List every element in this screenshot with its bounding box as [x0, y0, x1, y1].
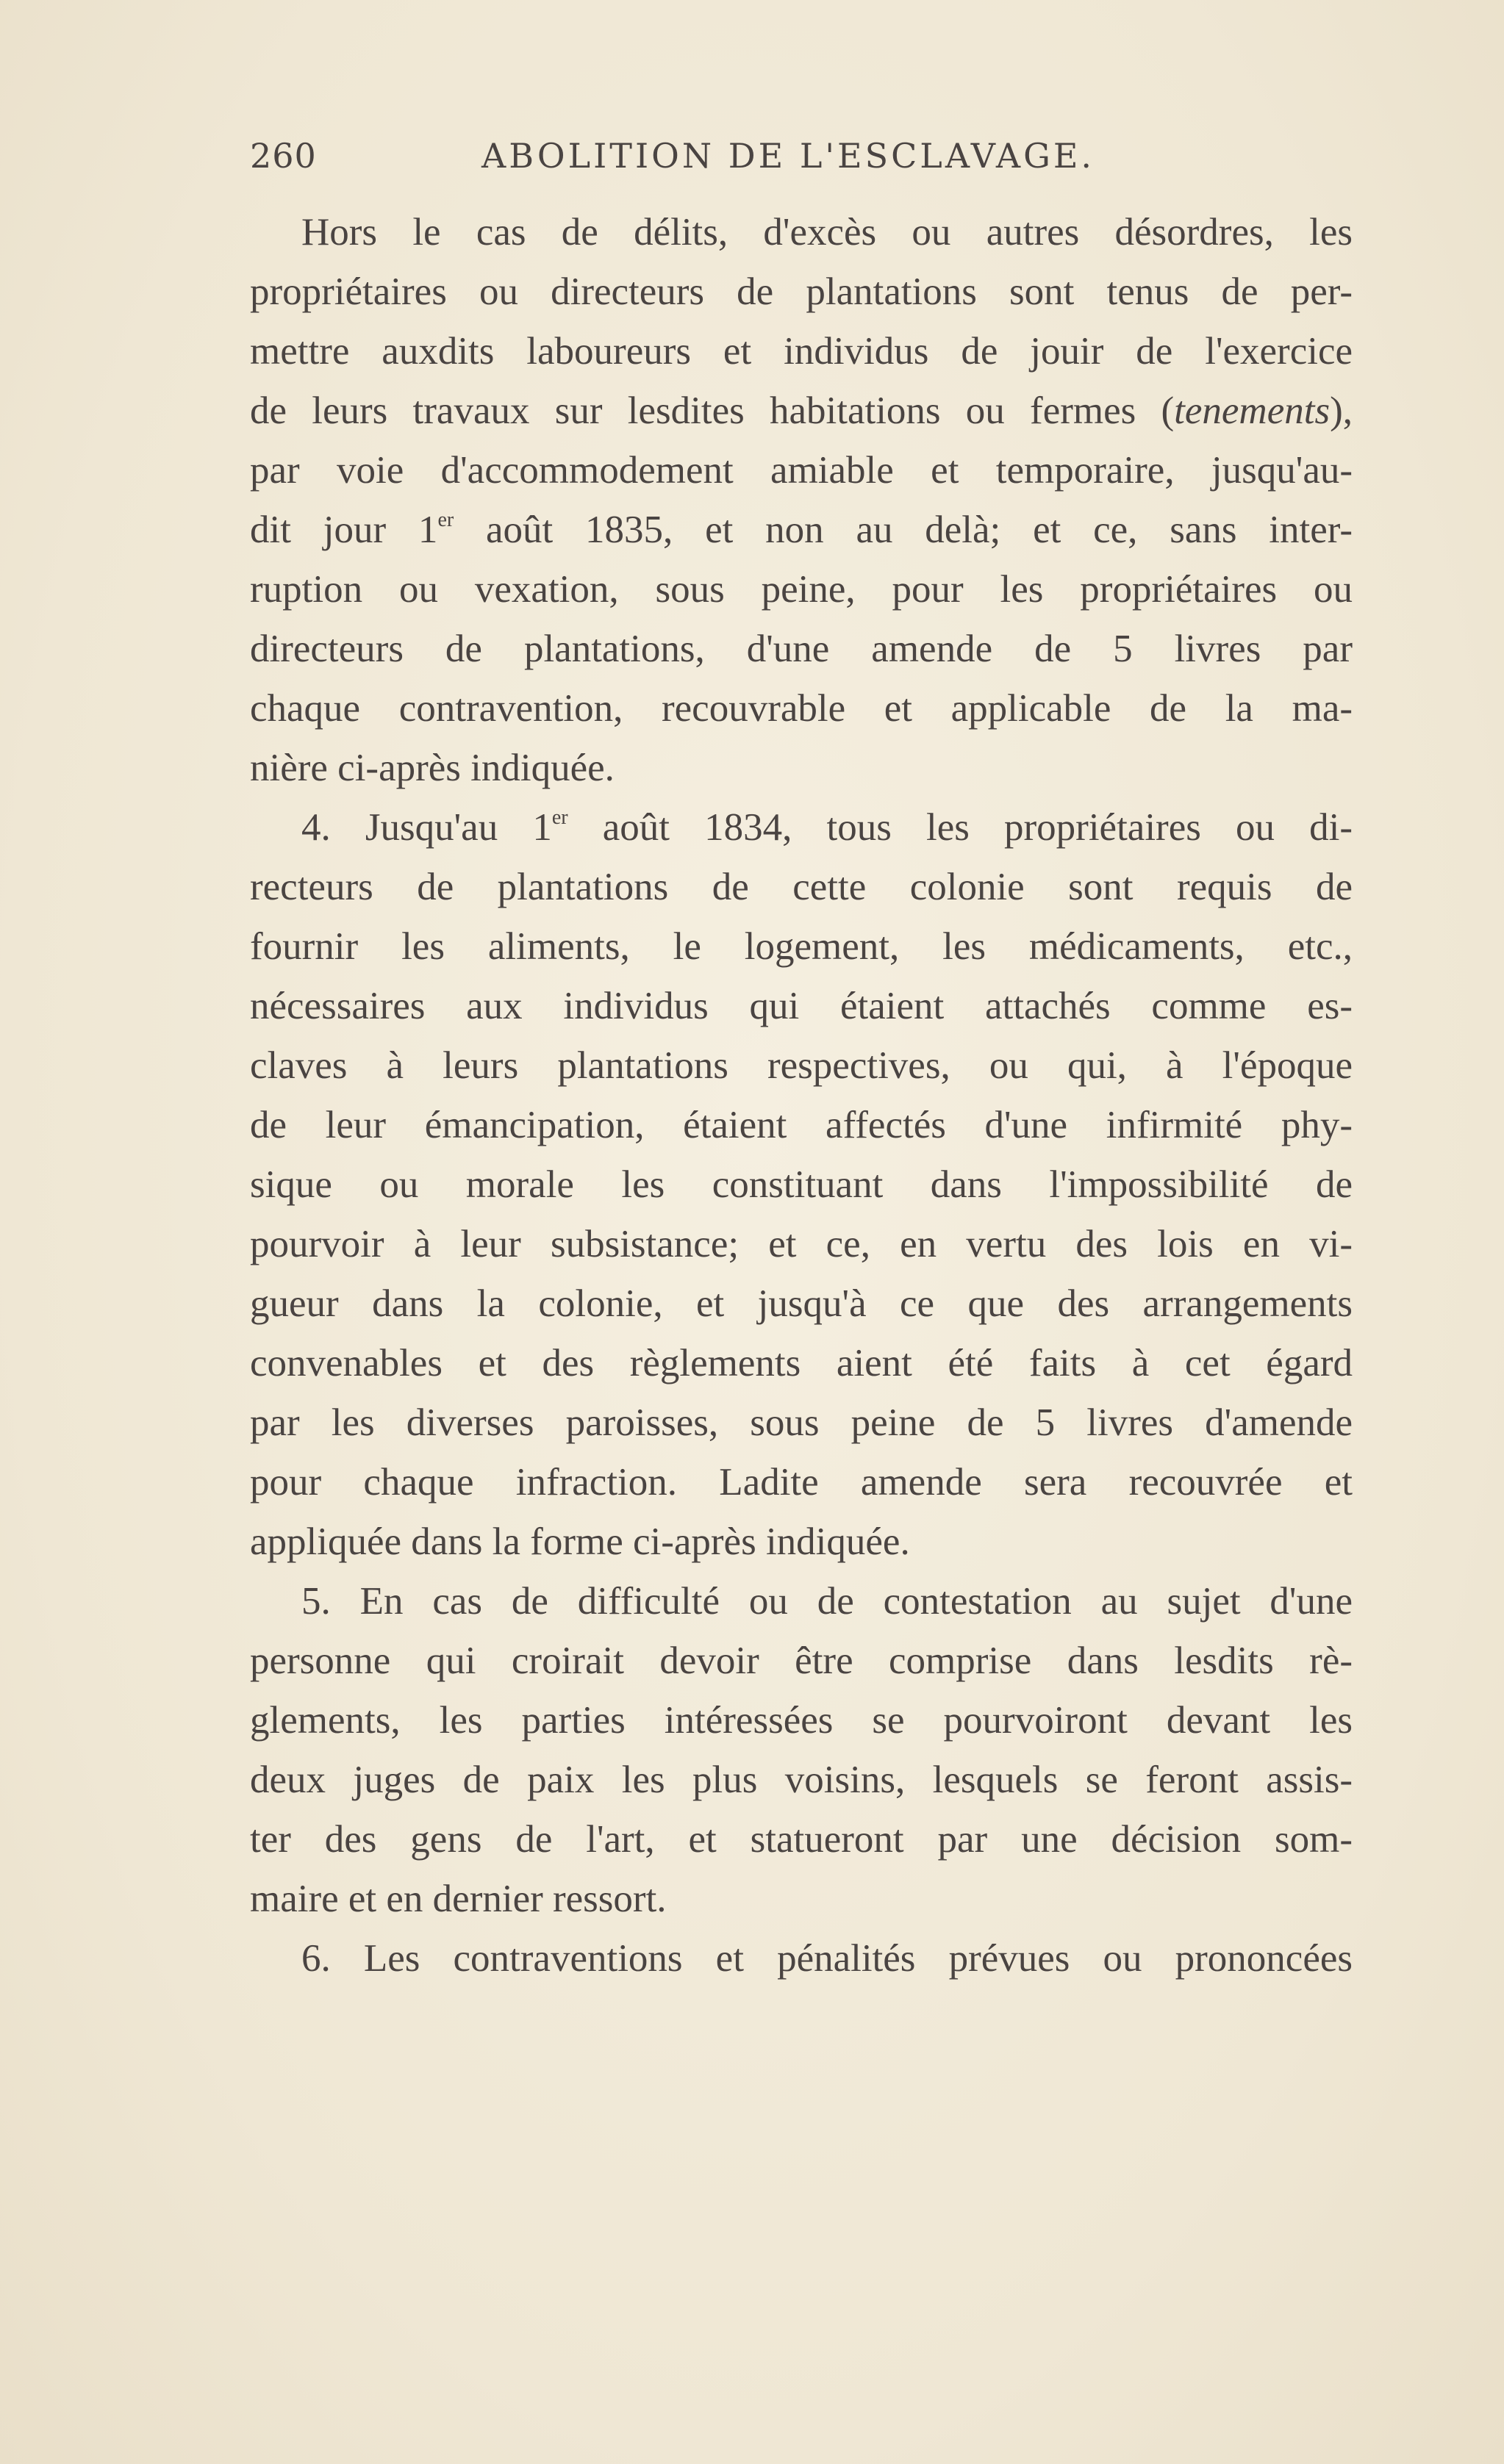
text-line: de leur émancipation, étaient affectés d'une infirmité phy-: [250, 1104, 1353, 1146]
text-line: maire et en dernier ressort.: [250, 1878, 667, 1920]
text-line: appliquée dans la forme ci-après indiquée.: [250, 1520, 910, 1563]
text-line: [250, 500, 1353, 560]
text-line: ter des gens de l'art, et statueront par une décision som-: [250, 1818, 1353, 1861]
text-line: nière ci-après indiquée.: [250, 747, 615, 789]
text-line: pourvoir à leur subsistance; et ce, en vertu des lois en vi-: [250, 1223, 1353, 1265]
text-line: sique ou morale les constituant dans l'impossibilité de: [250, 1163, 1353, 1206]
text-line: pour chaque infraction. Ladite amende sera recouvrée et: [250, 1461, 1353, 1504]
ordinal-superscript: er: [551, 806, 568, 829]
text-line: 6. Les contraventions et pénalités prévues ou prononcées: [301, 1937, 1353, 1980]
text-line: personne qui croirait devoir être comprise dans lesdits rè-: [250, 1639, 1353, 1682]
text-segment: ),: [1330, 389, 1353, 432]
text-line: convenables et des règlements aient été faits à cet égard: [250, 1342, 1353, 1384]
text-line: Hors le cas de délits, d'excès ou autres désordres, les: [301, 211, 1353, 254]
text-line: glements, les parties intéressées se pourvoiront devant les: [250, 1699, 1353, 1742]
text-line: claves à leurs plantations respectives, ou qui, à l'époque: [250, 1044, 1353, 1087]
text-segment: dit jour 1: [250, 509, 438, 551]
text-line: ruption ou vexation, sous peine, pour les propriétaires ou: [250, 568, 1353, 611]
text-line: gueur dans la colonie, et jusqu'à ce que des arrangements: [250, 1282, 1353, 1325]
text-segment: de leurs travaux sur lesdites habitations ou fermes (: [250, 389, 1175, 432]
text-line: deux juges de paix les plus voisins, lesquels se feront assis-: [250, 1759, 1353, 1801]
text-segment: août 1834, tous les propriétaires ou di-: [567, 806, 1353, 849]
text-line: fournir les aliments, le logement, les médicaments, etc.,: [250, 925, 1353, 968]
italic-term: tenements: [1174, 389, 1331, 432]
text-line: [250, 798, 1353, 858]
page-header: [250, 136, 1353, 195]
text-segment: août 1835, et non au delà; et ce, sans inter-: [454, 509, 1353, 551]
text-line: chaque contravention, recouvrable et applicable de la ma-: [250, 687, 1353, 730]
text-segment: 4. Jusqu'au 1: [301, 806, 552, 849]
ordinal-superscript: er: [437, 509, 454, 531]
running-title: ABOLITION DE L'ESCLAVAGE.: [481, 136, 1095, 176]
text-line: nécessaires aux individus qui étaient attachés comme es-: [250, 985, 1353, 1027]
text-line: directeurs de plantations, d'une amende de 5 livres par: [250, 628, 1353, 670]
text-line: [250, 381, 1353, 441]
body-text: [250, 203, 1353, 1989]
text-line: 5. En cas de difficulté ou de contestation au sujet d'une: [301, 1580, 1353, 1623]
text-line: recteurs de plantations de cette colonie sont requis de: [250, 866, 1353, 908]
text-line: propriétaires ou directeurs de plantations sont tenus de per-: [250, 270, 1353, 313]
page-number: 260: [250, 136, 317, 176]
text-line: par voie d'accommodement amiable et temporaire, jusqu'au-: [250, 449, 1353, 492]
text-line: par les diverses paroisses, sous peine de 5 livres d'amende: [250, 1401, 1353, 1444]
text-line: mettre auxdits laboureurs et individus de jouir de l'exercice: [250, 330, 1353, 373]
